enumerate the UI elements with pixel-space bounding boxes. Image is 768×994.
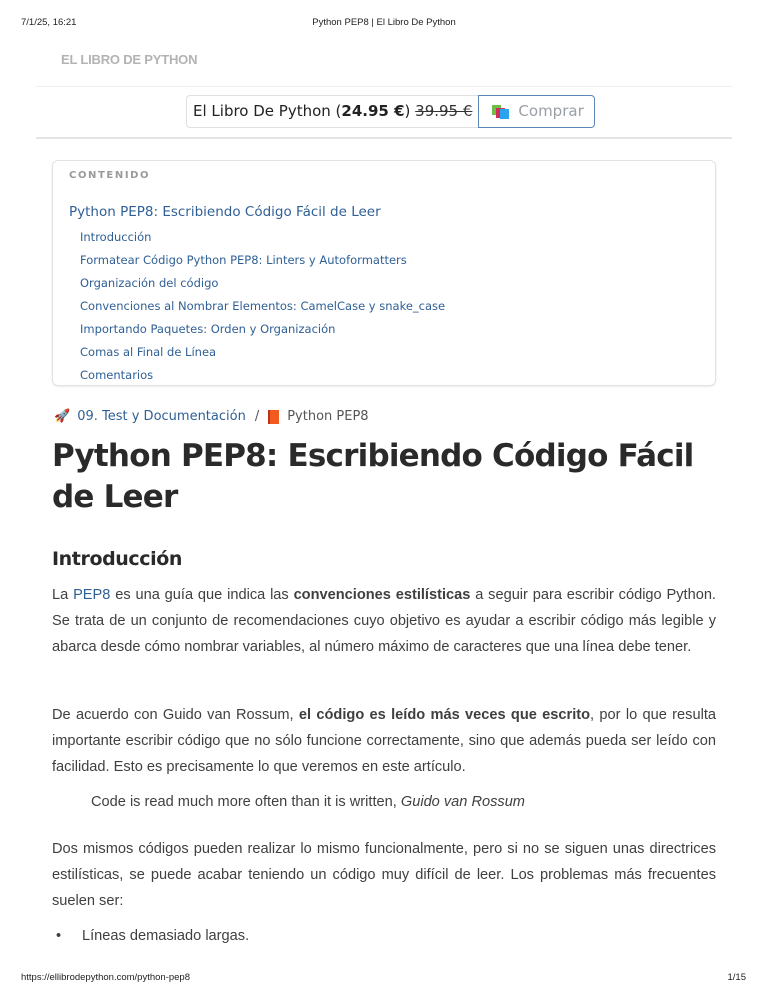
toc-item-comas[interactable]: Comas al Final de Línea	[80, 345, 217, 359]
quote	[91, 794, 525, 810]
breadcrumb	[54, 409, 369, 424]
list-item: • Líneas demasiado largas.	[52, 928, 249, 944]
toc-list	[80, 229, 445, 390]
paragraph-rossum	[52, 702, 716, 780]
paragraph-intro	[52, 582, 716, 660]
header-divider	[36, 86, 732, 87]
print-url: https://ellibrodepython.com/python-pep8	[21, 972, 190, 983]
buy-button-label: Comprar	[518, 102, 584, 120]
bold-text: el código es leído más veces que escrito	[298, 707, 591, 723]
books-icon	[492, 105, 510, 119]
paren: )	[404, 102, 411, 120]
book-icon	[268, 410, 279, 424]
problems-list	[52, 928, 249, 944]
toc-heading: CONTENIDO	[69, 170, 151, 181]
toc-item-importando[interactable]: Importando Paquetes: Orden y Organización	[80, 322, 336, 336]
bold-text: convenciones estilísticas	[293, 587, 471, 603]
product-name: El Libro De Python (	[193, 102, 342, 120]
toc-item-organizacion[interactable]: Organización del código	[80, 276, 219, 290]
table-of-contents	[52, 160, 716, 386]
rocket-icon: 🚀	[54, 409, 71, 424]
text: De acuerdo con Guido van Rossum,	[52, 707, 299, 723]
text: , por lo que resulta importante escribir código que no sólo funcione correctamente, sino que además pueda ser leído con facilidad. Esto es precisamente lo que veremos en este artículo.	[52, 707, 716, 775]
site-brand[interactable]: EL LIBRO DE PYTHON	[61, 52, 198, 67]
text: La	[52, 587, 74, 603]
print-page-number: 1/15	[727, 972, 746, 983]
quote-author: Guido van Rossum	[400, 794, 525, 810]
buy-button[interactable]	[478, 95, 594, 128]
quote-text: Code is read much more often than it is written,	[91, 794, 401, 810]
breadcrumb-parent-link[interactable]: 09. Test y Documentación	[77, 409, 246, 424]
toc-item-convenciones[interactable]: Convenciones al Nombrar Elementos: CamelCase y snake_case	[80, 299, 446, 313]
buy-bar	[186, 95, 595, 128]
book-price-label	[186, 95, 478, 128]
buy-bar-divider	[36, 137, 732, 139]
print-datetime: 7/1/25, 16:21	[21, 17, 77, 28]
toc-item-formatear[interactable]: Formatear Código Python PEP8: Linters y Autoformatters	[80, 253, 407, 267]
old-price: 39.95 €	[415, 102, 473, 120]
breadcrumb-separator: /	[254, 409, 260, 424]
pep8-link[interactable]: PEP8	[73, 587, 111, 603]
toc-item-introduccion[interactable]: Introducción	[80, 230, 152, 244]
current-price: 24.95 €	[341, 102, 405, 120]
toc-main-link[interactable]: Python PEP8: Escribiendo Código Fácil de Leer	[69, 204, 381, 220]
paragraph-problems: Dos mismos códigos pueden realizar lo mismo funcionalmente, pero si no se siguen unas directrices estilísticas, se puede acabar teniendo un código muy difícil de leer. Los problemas más frecuentes suelen ser:	[52, 841, 716, 909]
section-heading-introduccion: Introducción	[52, 548, 183, 570]
toc-item-comentarios[interactable]: Comentarios	[80, 368, 154, 382]
page-title: Python PEP8: Escribiendo Código Fácil de Leer	[52, 438, 694, 515]
breadcrumb-current: Python PEP8	[287, 409, 369, 424]
text: a seguir para escribir código Python. Se trata de un conjunto de recomendaciones cuyo objetivo es ayudar a escribir código más legible y abarca desde cómo nombrar variables, al número máximo de caracteres que una línea debe tener.	[52, 587, 716, 655]
text: es una guía que indica las	[110, 587, 294, 603]
print-page-title: Python PEP8 | El Libro De Python	[312, 17, 456, 28]
